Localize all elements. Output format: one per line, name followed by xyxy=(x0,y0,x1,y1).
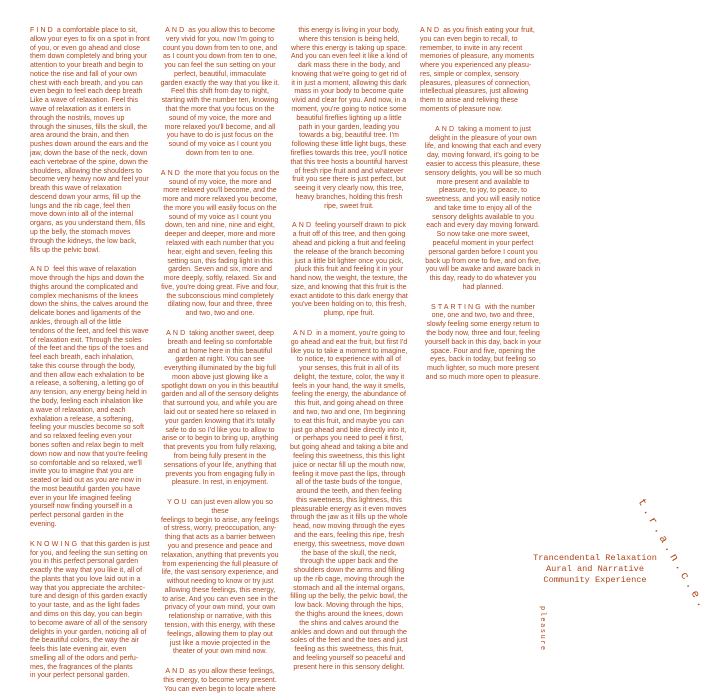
paragraph-text: feel this wave of relaxation move through the hips and down the thighs around the complicated and complex mechanisms of the knees down the shins, the calves around the delicate bones and ligaments of the ankles, through all of the little tendons of the feet, and feel this wave of relaxation exit. Through the soles of the feet and the tips of the toes and feel each breath, each inhalation, take this course through the body, and then allow each exhalation to be a release, a softening, a letting go of any tension, any energy being held in the body, feeling each inhalation like a wave of relaxation, and each exhalation a release, a softening, feeling your muscles become so soft and so relaxed feeling even your bones soften and relax begin to melt down now and now that you're feeling so comfortable and so relaxed, we'll invite you to imagine that you are seated or laid out as you are now in the most beautiful garden you have ever in your life imagined feeling yourself now finding yourself in a perfect personal garden in the evening. xyxy=(30,266,149,528)
paragraph xyxy=(287,330,411,672)
paragraph xyxy=(287,27,411,211)
brand-title: t.r.a.n.c.e. xyxy=(634,497,709,614)
text-column-1 xyxy=(30,27,152,692)
paragraph-keyword: AND xyxy=(420,27,442,34)
paragraph-text: in a moment, you're going to go ahead and eat the fruit, but first I'd like you to take a moment to imagine, to notice, to experience with all of your senses, this fruit in all of its delight, the texture, color, the way it feels in your hand, the way it smells, feeling the energy, the abundance of this fruit, and going ahead on three and two, two and one, I'm beginning to eat this fruit, and maybe you can just go ahead and bite directly into it, or perhaps you need to peel it first, but going ahead and taking a bite and feeling this sweetness, this this light juice or nectar fill up the mouth now, feeling it move past the lips, through all of the taste buds of the tongue, around the teeth, and then feeling this sweetness, this lightness, this pleasurable energy as it even moves through the jaw as it fills up the whole head, now moving through the eyes and the ears, feeling this ripe, fresh energy, this sweetness, move down the base of the skull, the neck, through the upper back and the shoulders down the arms and filling up the rib cage, moving through the stomach and all the internal organs, filling up the belly, the pelvic bowl, the low back. Moving through the hips, the thighs around the knees, down the shins and calves around the ankles and down and out through the soles of the feet and the toes and just feeling as this sweetness, this fruit, and feeling yourself so peaceful and present here in this sensory delight. xyxy=(290,330,408,671)
paragraph-keyword: FIND xyxy=(30,27,55,34)
paragraph-text: taking another sweet, deep breath and feeling so comfortable and at home here in this beautiful garden at night. You can see everything illuminated by the big full moon above just glowing like a spotlight down on you in this beautiful garden and all of the sensory delights that surround you, and while you are laid out or seated here so relaxed in your garden knowing that it's totally safe to do so I'd like you to allow to arise or to begin to bring up, anything that prevents you from fully relaxing, from being fully present in the sensations of your life, anything that prevents you from engaging fully in pleasure. In rest, in enjoyment. xyxy=(161,330,279,487)
paragraph xyxy=(420,27,546,115)
paragraph-text: as you finish eating your fruit, you can even begin to recall, to remember, to invite in any recent memories of pleasure, any moments where you experienced any pleasu- res, simple or complex, sensory pleasures, pleasures of connection, intellectual pleasures, just allowing them to arise and reliving these moments of pleasure now. xyxy=(420,27,535,114)
paragraph xyxy=(420,304,546,383)
paragraph-keyword: AND xyxy=(165,27,187,34)
text-column-4 xyxy=(420,27,546,394)
paragraph-keyword: KNOWING xyxy=(30,540,80,548)
paragraph xyxy=(30,266,152,529)
paragraph xyxy=(420,126,546,293)
text-column-2 xyxy=(158,27,282,694)
paragraph-text: can just even allow you so these feelings to begin to arise, any feelings of stress, worry, preoccupation, any- thing that acts as a barrier between you and presence and peace and relaxation, anything that prevents you from experiencing the full pleasure of life, the vast sensory experience, and without needing to know or try just allowing these feelings, this energy, to arise. And you can even see in the privacy of your own mind, your own relationship or narrative, with this tension, with this energy, with these feelings, allowing them to play out just like a movie projected in the theater of your own mind now. xyxy=(161,499,279,656)
paragraph-keyword: STARTING xyxy=(431,303,483,311)
paragraph xyxy=(30,27,152,255)
paragraph xyxy=(158,330,282,488)
subtitle-line: Aural and Narrative xyxy=(546,564,644,574)
paragraph-keyword: AND xyxy=(291,222,314,230)
paragraph-keyword: AND xyxy=(434,125,457,133)
paragraph xyxy=(158,170,282,319)
side-label: pleasure xyxy=(538,606,546,652)
paragraph-text: as you allow this to become very vivid for you, now I'm going to count you down from ten to one, and as I count you down from ten to one, you can feel the sun setting on your perfect, beautiful, immaculate garden exactly the way that you like it. Feel this shift from day to night, starting with the number ten, knowing that the more that you focus on the sound of my voice, the more and more relaxed you'll become, and all you have to do is just focus on the sound of my voice as I count you down from ten to one. xyxy=(160,27,280,157)
paragraph xyxy=(158,27,282,159)
paragraph-text: this energy is living in your body, where this tension is being held, where this energy is taking up space. And you can even feel it like a kind of dark mass there in the body, and knowing that we're going to get rid of it in just a moment, allowing this dark mass in your body to become quite vivid and clear for you. And now, in a moment, you're going to notice some beautiful fireflies lighting up a little path in your garden, leading you towards a big, beautiful tree. I'm following these little light bugs, these fireflies towards this tree, you'll notice that this tree hosts a bountiful harvest of fresh ripe fruit and and whatever fruit you see there is just perfect, but seeing it very clearly now, this tree, heavy branches, holding this fresh ripe, sweet fruit. xyxy=(290,27,408,210)
paragraph-keyword: YOU xyxy=(167,499,189,507)
paragraph-keyword: AND xyxy=(165,668,187,676)
paragraph xyxy=(287,222,411,319)
paragraph-text: that this garden is just for you, and feeling the sun setting on you in this perfect personal garden exactly the way that you like it, all of the plants that you love laid out in a way that you appreciate the architec- ture and design of this garden exactly to your taste, and as the light fades and dims on this day, you can begin to become aware of all of the sensory delights in your garden, noticing all of the beautiful colors, the way the air feels this late evening air, even smelling all of the odors and perfu- mes, the fragrances of the plants in your perfect personal garden. xyxy=(30,540,150,680)
paragraph-keyword: AND xyxy=(160,169,182,177)
paragraph-text: the more that you focus on the sound of my voice, the more and more relaxed you'll become, and the more and more relaxed you become, the more you will easily focus on the sound of my voice as I count you down, ten and nine, nine and eight, deeper and deeper, more and more relaxed with each number that you hear, eight and seven, feeling this setting sun, this fading light in this garden. Seven and six, more and more deeply, softly, relaxed. Six and five, you're doing great. Five and four, the subconscious mind completely dilating now, four and three, three and two, two and one. xyxy=(161,169,280,318)
paragraph-text: taking a moment to just delight in the pleasure of your own life, and knowing that each and every day, moving forward, it's going to be easier to access this pleasure, these sensory delights, you will be so much more present and available to pleasure, to joy, to peace, to sweetness, and you will easily notice and take time to enjoy all of the sensory delights available to you each and every day moving forward. So now take one more sweet, peaceful moment in your perfect personal garden before I count you back up from one to five, and on five, you will be awake and aware back in this day, ready to do whatever you had planned. xyxy=(424,125,542,291)
paragraph-keyword: AND xyxy=(166,330,188,337)
paragraph xyxy=(158,499,282,657)
paragraph xyxy=(30,541,152,682)
paragraph-text: feeling yourself drawn to pick a fruit off of this tree, and then going ahead and picking a fruit and feeling the release of the branch becoming just a little bit lighter once you pick, pluck this fruit and feeling it in your hand now, the weight, the texture, the size, and knowing that this fruit is the exact antidote to this dark energy that you've been holding on to, this fresh, plump, ripe fruit. xyxy=(290,222,408,318)
paragraph-keyword: AND xyxy=(30,266,52,274)
subtitle xyxy=(500,553,690,586)
paragraph-text: as you allow these feelings, this energy, to become very present. You can even begin to locate where xyxy=(163,668,277,693)
paragraph-text: with the number one, one and two, two and three, slowly feeling some energy return to the body now, three and four, feeling yourself back in this day, back in your space. Four and five, opening the eyes, back in today, but feeling so much lighter, so much more present and so much more open to pleasure. xyxy=(424,303,542,381)
paragraph xyxy=(158,668,282,694)
paragraph-text: a comfortable place to sit, allow your eyes to fix on a spot in front of you, or even go ahead and close them down completely and bring your attention to your breath and begin to notice the rise and fall of your own chest with each breath, and you can even begin to feel each deep breath Like a wave of relaxation. Feel this wave of relaxation as it enters in through the nostrils, moves up through the sinuses, fills the skull, the area around the brain, and then pushes down around the ears and the jaw, down the base of the neck, down each vertebrae of the spine, down the shoulders, allowing the shoulders to become very heavy now and feel your breath this wave of relaxation descend down your arms, fill up the lungs and the rib cage, feel then move down into all of the internal organs, as you understand them, fills up the belly, the stomach moves through the kidneys, the low back, fills up the pelvic bowl. xyxy=(30,27,150,254)
subtitle-line: Community Experience xyxy=(543,575,647,585)
text-column-3 xyxy=(287,27,411,683)
subtitle-line: Trancendental Relaxation xyxy=(533,553,657,563)
paragraph-keyword: AND xyxy=(293,330,315,337)
